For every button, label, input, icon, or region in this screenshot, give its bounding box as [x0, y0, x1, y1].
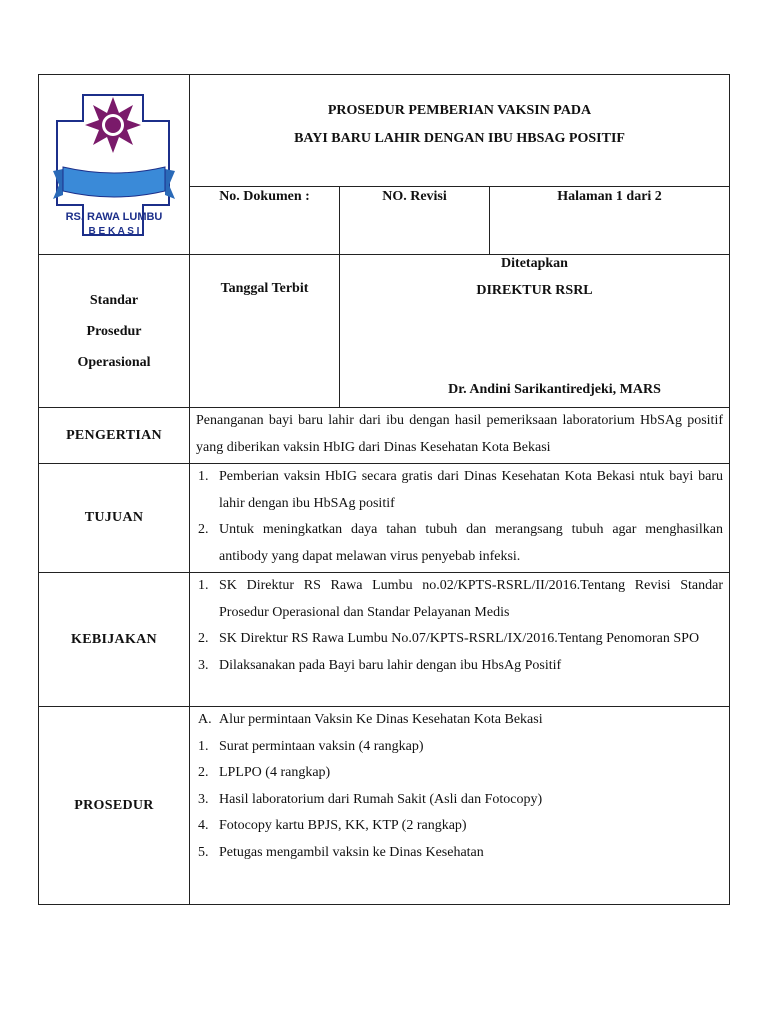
kebijakan-content	[190, 573, 730, 707]
tujuan-item: 2. Untuk meningkatkan daya tahan tubuh dan merangsang tubuh agar menghasilkan antibody yang dapat melawan virus penyebab infeksi.	[198, 522, 724, 564]
title-line-2: BAYI BARU LAHIR DENGAN IBU HBSAG POSITIF	[294, 131, 625, 146]
kebijakan-label: KEBIJAKAN	[39, 573, 190, 707]
tanggal-terbit-cell	[190, 255, 340, 408]
document-title	[190, 75, 730, 187]
sop-line-2: Prosedur	[86, 323, 142, 339]
ditetapkan-cell	[340, 255, 730, 408]
sop-document-table	[38, 74, 730, 905]
prosedur-item: 2. LPLPO (4 rangkap)	[198, 765, 331, 780]
prosedur-item: 1. Surat permintaan vaksin (4 rangkap)	[198, 738, 424, 754]
direktur-label: DIREKTUR RSRL	[476, 283, 593, 298]
hospital-logo-icon	[39, 75, 189, 254]
kebijakan-item: 2. SK Direktur RS Rawa Lumbu No.07/KPTS-RSRL/IX/2016.Tentang Penomoran SPO	[198, 631, 700, 646]
prosedur-label: PROSEDUR	[39, 707, 190, 905]
tujuan-label: TUJUAN	[39, 464, 190, 573]
halaman-label: Halaman 1 dari 2	[557, 188, 662, 204]
tujuan-item: 1. Pemberian vaksin HbIG secara gratis dari Dinas Kesehatan Kota Bekasi ntuk bayi baru lahir dengan ibu HbSAg positif	[198, 469, 724, 511]
sop-line-3: Operasional	[77, 354, 151, 370]
prosedur-item: 5. Petugas mengambil vaksin ke Dinas Kesehatan	[198, 844, 484, 860]
tujuan-content	[190, 464, 730, 573]
kebijakan-item: 1. SK Direktur RS Rawa Lumbu no.02/KPTS-RSRL/II/2016.Tentang Revisi Standar Prosedur Operasional dan Standar Pelayanan Medis	[198, 578, 724, 620]
pengertian-content	[190, 408, 730, 464]
title-line-1: PROSEDUR PEMBERIAN VAKSIN PADA	[327, 103, 592, 118]
pengertian-label: PENGERTIAN	[39, 408, 190, 464]
sop-title-cell	[39, 255, 190, 408]
hospital-logo-cell	[39, 75, 190, 255]
kebijakan-item: 3. Dilaksanakan pada Bayi baru lahir dengan ibu HbsAg Positif	[198, 657, 562, 673]
prosedur-heading: A. Alur permintaan Vaksin Ke Dinas Kesehatan Kota Bekasi	[198, 712, 543, 727]
pengertian-text: Penanganan bayi baru lahir dari ibu dengan hasil pemeriksaan laboratorium HbSAg positif yang diberikan vaksin HbIG dari Dinas Kesehatan Kota Bekasi	[196, 413, 724, 455]
prosedur-item: 3. Hasil laboratorium dari Rumah Sakit (Asli dan Fotocopy)	[198, 791, 543, 807]
signatory-name: Dr. Andini Sarikantiredjeki, MARS	[448, 382, 661, 397]
prosedur-item: 4. Fotocopy kartu BPJS, KK, KTP (2 rangkap)	[198, 818, 467, 833]
logo-text-line1: RS. RAWA LUMBU	[65, 211, 163, 223]
logo-text-line2: B E K A S I	[88, 226, 140, 237]
sop-line-1: Standar	[89, 292, 139, 308]
no-dokumen-label: No. Dokumen :	[219, 188, 310, 204]
tanggal-terbit-label: Tanggal Terbit	[220, 281, 309, 296]
ditetapkan-label: Ditetapkan	[501, 256, 568, 271]
halaman-cell	[490, 186, 730, 254]
prosedur-content	[190, 707, 730, 905]
no-dokumen-cell	[190, 186, 340, 254]
no-revisi-cell	[340, 186, 490, 254]
no-revisi-label: NO. Revisi	[382, 188, 447, 204]
